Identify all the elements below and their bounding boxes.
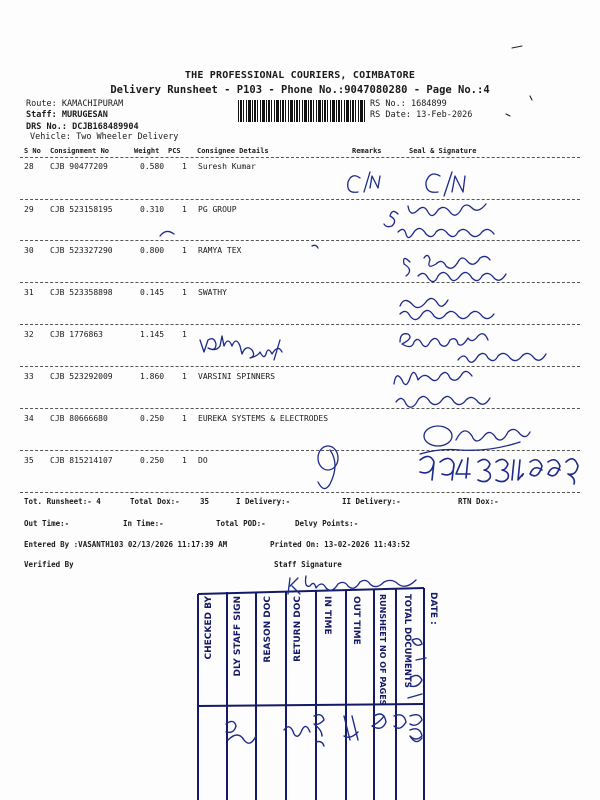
company-title: THE PROFESSIONAL COURIERS, COIMBATORE bbox=[184, 70, 416, 81]
in-time: In Time:- bbox=[123, 519, 164, 528]
col-seal-header: Seal & Signature bbox=[409, 147, 477, 155]
row-sno: 33 bbox=[24, 372, 34, 381]
row-consignment-no: CJB 523327290 bbox=[50, 246, 113, 255]
row-pcs: 1 bbox=[182, 246, 187, 255]
stamp-out-time: OUT TIME bbox=[351, 596, 361, 645]
row-sno: 28 bbox=[24, 162, 34, 171]
row-consignment-no: CJB 1776863 bbox=[50, 330, 103, 339]
handwritten-signature-30 bbox=[404, 255, 506, 281]
route-label: Route: bbox=[26, 99, 57, 109]
col-sno-header: S No bbox=[24, 147, 41, 155]
tot-runsheet: Tot. Runsheet:- 4 bbox=[24, 497, 101, 506]
drs-value: DCJB168489904 bbox=[72, 122, 139, 132]
rs-no-value: 1684899 bbox=[410, 99, 447, 109]
rs-date-label: RS Date: bbox=[370, 110, 411, 120]
row-sno: 31 bbox=[24, 288, 34, 297]
row-weight: 0.800 bbox=[140, 246, 165, 255]
row-sno: 30 bbox=[24, 246, 34, 255]
i-delivery: I Delivery:- bbox=[236, 497, 291, 506]
handwritten-signature-34 bbox=[420, 426, 530, 454]
stamp-date: DATE : bbox=[428, 592, 438, 625]
row-weight: 0.250 bbox=[140, 456, 165, 465]
row-pcs: 1 bbox=[182, 414, 187, 423]
rs-date-value: 13-Feb-2026 bbox=[416, 110, 473, 120]
col-remarks-header: Remarks bbox=[352, 147, 382, 155]
staff-value: MURUGESAN bbox=[61, 110, 108, 120]
total-dox-value: 35 bbox=[200, 497, 210, 506]
handwritten-signature-32 bbox=[400, 334, 546, 363]
stamp-dly-staff-sign: DLY STAFF SIGN bbox=[233, 596, 243, 677]
row-consignment-no: CJB 80666680 bbox=[50, 414, 108, 423]
vehicle-label: Vehicle: bbox=[30, 132, 71, 142]
handwritten-stamp-entries bbox=[226, 714, 406, 746]
row-weight: 0.145 bbox=[140, 288, 165, 297]
handwritten-cn-remark bbox=[348, 172, 380, 192]
row-pcs: 1 bbox=[182, 456, 187, 465]
runsheet-subtitle: Delivery Runsheet - P103 - Phone No.:9047080280 - Page No.:4 bbox=[110, 84, 490, 96]
row-weight: 0.310 bbox=[140, 205, 165, 214]
stamp-total-documents: TOTAL DOCUMENTS bbox=[402, 594, 412, 688]
drs-label: DRS No.: bbox=[26, 122, 67, 132]
handwritten-signature-29 bbox=[384, 204, 494, 238]
row-consignment-no: CJB 90477209 bbox=[50, 162, 108, 171]
row-weight: 1.145 bbox=[140, 330, 165, 339]
staff-signature-label: Staff Signature bbox=[274, 560, 342, 569]
stamp-reason-doc: REASON DOC bbox=[263, 596, 273, 663]
route-value: KAMACHIPURAM bbox=[61, 99, 124, 109]
handwritten-cn-signature bbox=[426, 172, 465, 196]
vehicle-value: Two Wheeler Delivery bbox=[76, 132, 179, 142]
row-sno: 34 bbox=[24, 414, 34, 423]
handwritten-signature-31 bbox=[400, 298, 494, 319]
total-dox-label: Total Dox:- bbox=[130, 497, 180, 506]
col-weight-header: Weight bbox=[134, 147, 160, 155]
out-time: Out Time:- bbox=[24, 519, 70, 528]
stamp-return-doc: RETURN DOC bbox=[293, 596, 303, 662]
row-pcs: 1 bbox=[182, 288, 187, 297]
handwritten-staff-signature bbox=[288, 576, 416, 594]
row-consignee: PG GROUP bbox=[198, 205, 237, 214]
row-weight: 0.580 bbox=[140, 162, 165, 171]
row-pcs: 1 bbox=[182, 372, 187, 381]
col-consignment-header: Consignment No bbox=[50, 147, 110, 155]
row-pcs: 1 bbox=[182, 162, 187, 171]
ii-delivery: II Delivery:- bbox=[342, 497, 401, 506]
row-pcs: 1 bbox=[182, 330, 187, 339]
printed-on: Printed On: 13-02-2026 11:43:52 bbox=[270, 540, 410, 549]
row-consignment-no: CJB 523158195 bbox=[50, 205, 113, 214]
row-sno: 32 bbox=[24, 330, 34, 339]
total-pod: Total POD:- bbox=[216, 519, 266, 528]
delvy-points: Delvy Points:- bbox=[295, 519, 359, 528]
stamp-runsheet-pages: RUNSHEET NO OF PAGES bbox=[378, 594, 387, 706]
row-pcs: 1 bbox=[182, 205, 187, 214]
handwritten-signature-35 bbox=[420, 456, 578, 484]
row-consignee: EUREKA SYSTEMS & ELECTRODES bbox=[198, 414, 329, 423]
row-consignee: DO bbox=[198, 456, 208, 465]
staff-label: Staff: bbox=[26, 110, 57, 120]
handwritten-mark-35 bbox=[318, 446, 338, 489]
col-consignee-header: Consignee Details bbox=[197, 147, 269, 155]
row-consignment-no: CJB 523292009 bbox=[50, 372, 113, 381]
row-consignee: Suresh Kumar bbox=[198, 162, 256, 171]
row-sno: 29 bbox=[24, 205, 34, 214]
handwritten-stamp-date bbox=[408, 639, 426, 742]
handwritten-remark-32 bbox=[200, 336, 282, 360]
stray-pen-marks bbox=[506, 46, 532, 116]
handwritten-signature-33 bbox=[394, 371, 490, 407]
entered-by: Entered By :VASANTH103 02/13/2026 11:17:39 AM bbox=[24, 540, 228, 549]
verified-by: Verified By bbox=[24, 560, 74, 569]
row-weight: 0.250 bbox=[140, 414, 165, 423]
row-sno: 35 bbox=[24, 456, 34, 465]
row-consignee: RAMYA TEX bbox=[198, 246, 242, 255]
row-consignee: SWATHY bbox=[198, 288, 227, 297]
stamp-in-time: IN TIME bbox=[322, 596, 332, 635]
row-weight: 1.860 bbox=[140, 372, 165, 381]
rs-no-label: RS No.: bbox=[370, 99, 406, 109]
rtn-dox: RTN Dox:- bbox=[458, 497, 499, 506]
stamp-checked-by: CHECKED BY bbox=[204, 596, 214, 660]
row-consignment-no: CJB 523358898 bbox=[50, 288, 113, 297]
row-consignee: VARSINI SPINNERS bbox=[198, 372, 276, 381]
col-pcs-header: PCS bbox=[168, 147, 181, 155]
handwritten-tick-30 bbox=[160, 231, 318, 248]
row-consignment-no: CJB 815214107 bbox=[50, 456, 113, 465]
